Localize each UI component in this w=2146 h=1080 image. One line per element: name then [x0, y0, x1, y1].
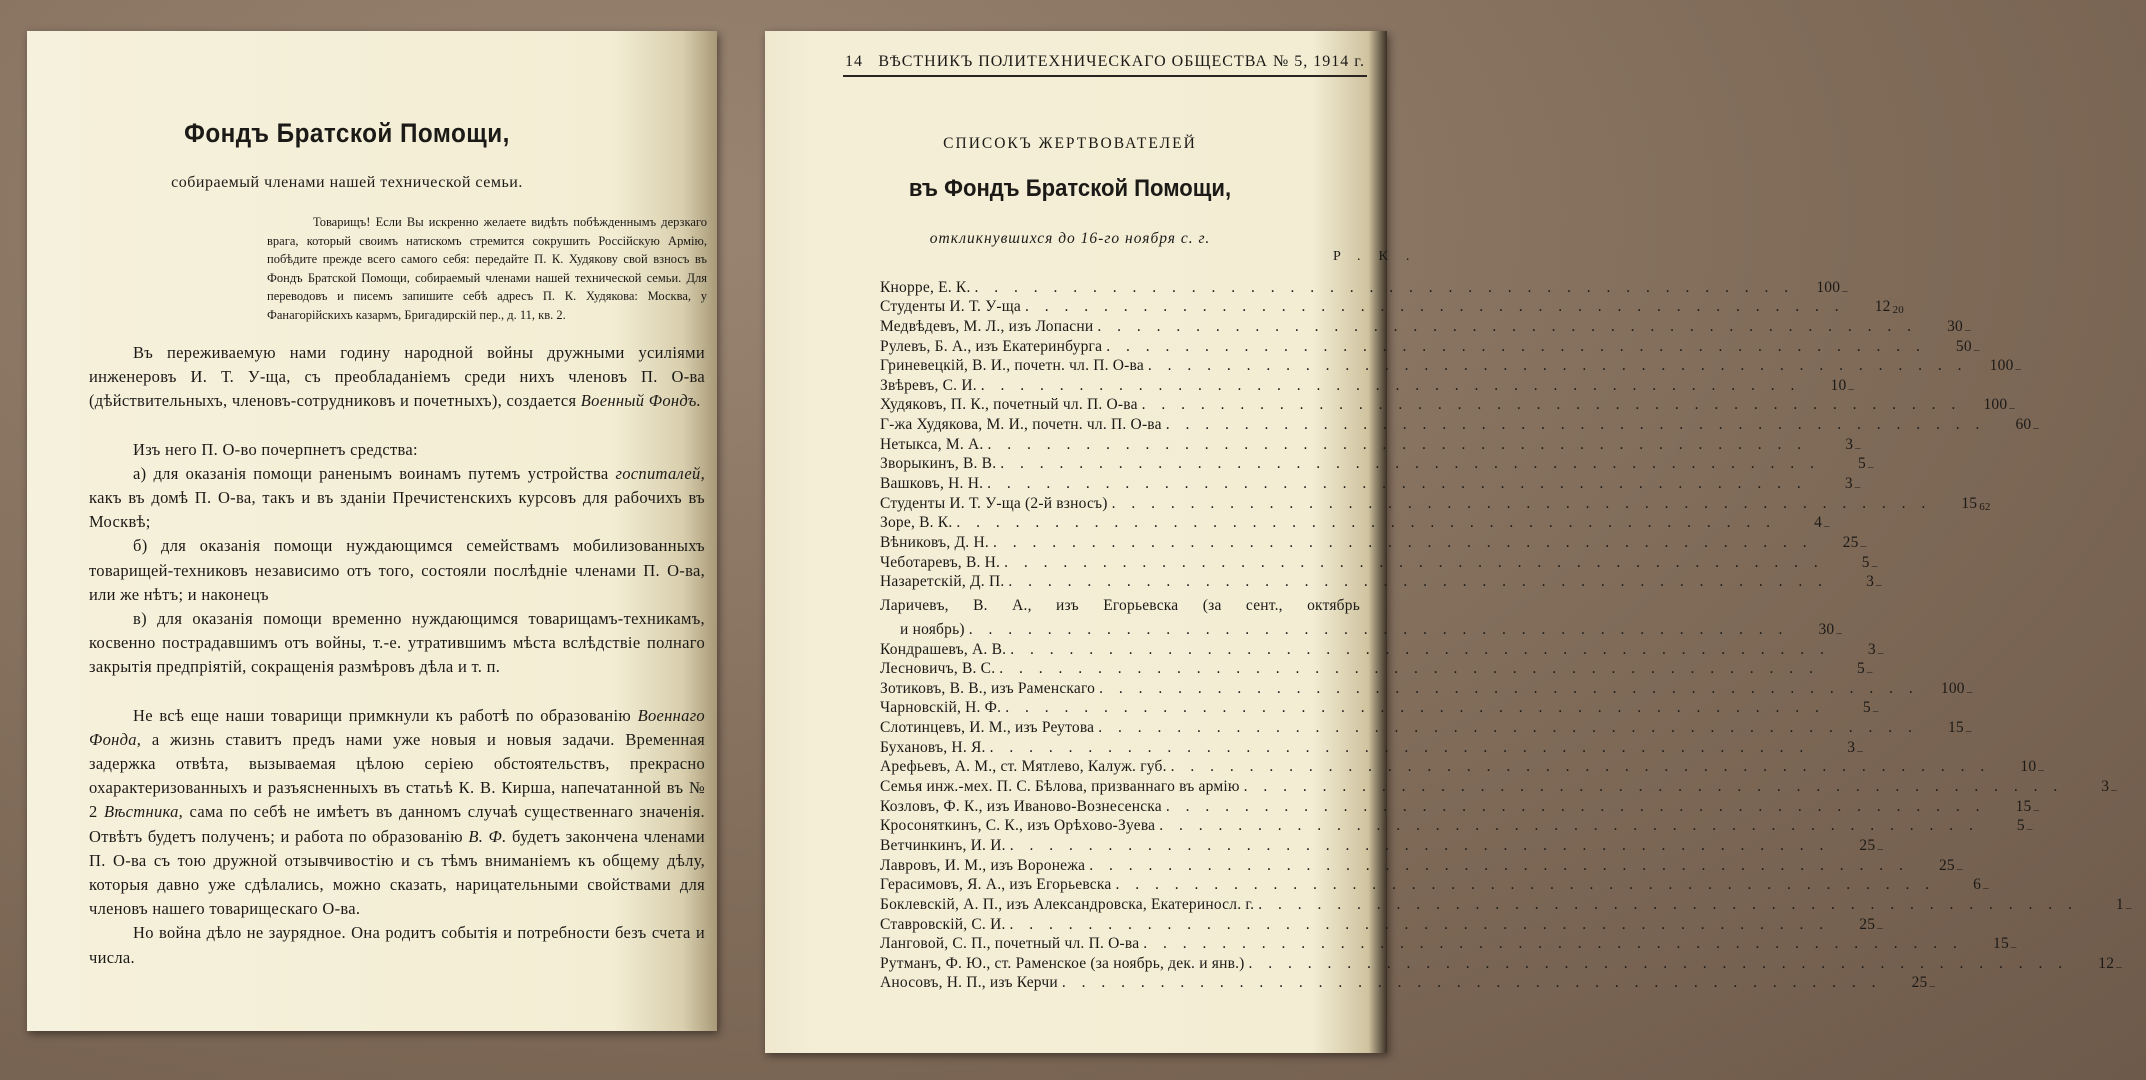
donor-kopecks: –	[2116, 960, 2122, 973]
paragraph-1-text: Въ переживаемую нами годину народной войны дружными усиліями инженеровъ И. Т. У-ща, съ преобладаніемъ среди нихъ членовъ П. О-ва (дѣйствительныхъ, членовъ-сотрудниковъ и почетныхъ), создается	[89, 343, 705, 411]
donor-rubles: 60	[2015, 416, 2032, 434]
leader-dots: . . . . . . . . . . . . . . . . . . . . . . . . . . . . . . . . . . . . . . . . . .	[1170, 758, 1991, 776]
donor-rubles: 25	[1911, 974, 1928, 992]
leader-dots: . . . . . . . . . . . . . . . . . . . . . . . . . . . . . . . . . . . . . . . . . .	[1009, 836, 1830, 854]
donor-row	[880, 395, 2015, 415]
donor-rubles: 100	[1940, 679, 1965, 697]
donor-row	[880, 757, 2044, 777]
paragraph-7: Но война дѣло не заурядное. Она родитъ событія и потребности безъ счета и числа.	[89, 923, 705, 967]
donor-rubles: 15	[1993, 935, 2009, 953]
leader-dots: . . . . . . . . . . . . . . . . . . . . . . . . . . . . . . . . . . . . . . . . . .	[1165, 797, 1986, 815]
donor-kopecks: –	[2125, 901, 2132, 914]
donor-name: Нетыкса, М. А.	[880, 435, 984, 453]
paragraph-6-text-a: Не всѣ еще наши товарищи примкнули къ работѣ по образованію	[133, 705, 632, 725]
leader-dots: . . . . . . . . . . . . . . . . . . . . . . . . . . . . . . . . . . . . . . . . . .	[1147, 357, 1968, 375]
appeal-text: Товарищъ! Если Вы искренно желаете видѣть побѣжденнымъ дерзкаго врага, который своимъ натискомъ стремится сокрушить Россійскую Армію, побѣдите прежде всего самого себя: передайте П. К. Худякову свой взносъ въ Фондъ Братской Помощи, собираемый членами нашей технической семьи. Для переводовъ и писемъ запишите себѣ адресъ П. К. Худякова: Москва, у Фанагорійскихъ казармъ, Бригадирскій пер., д. 11, кв. 2.	[267, 215, 707, 322]
donor-row	[880, 336, 1980, 356]
donor-name: Студенты И. Т. У-ща	[880, 298, 1021, 316]
donor-row	[880, 454, 1874, 474]
donor-name: Ветчинкинъ, И. И.	[880, 836, 1006, 854]
donor-row	[880, 552, 1878, 572]
donor-kopecks: –	[1929, 980, 1936, 993]
donor-list-subtitle: откликнувшихся до 16-го ноября с. г.	[929, 230, 1211, 247]
donor-kopecks: –	[1973, 343, 1980, 356]
donor-name-line-1: Ларичевъ, В. А., изъ Егорьевска (за сент., октябрь	[880, 597, 1360, 615]
donor-kopecks: –	[1877, 842, 1884, 855]
leader-dots: . . . . . . . . . . . . . . . . . . . . . . . . . . . . . . . . . . . . . . . . . .	[1097, 317, 1917, 335]
paragraph-1-italic: Военный Фондъ.	[580, 391, 702, 411]
donor-row	[880, 816, 2033, 836]
donor-name: Рутманъ, Ф. Ю., ст. Раменское (за ноябрь, дек. и янв.)	[880, 954, 1245, 972]
donor-rubles: 30	[1818, 620, 1835, 638]
journal-title: ВѢСТНИКЪ ПОЛИТЕХНИЧЕСКАГО ОБЩЕСТВА № 5, 1914 г.	[878, 53, 1365, 70]
donor-row	[880, 532, 1867, 552]
leader-dots: . . . . . . . . . . . . . . . . . . . . . . . . . . . . . . . . . . . . . . . . . .	[1004, 553, 1824, 571]
paragraph-6-text-c: сама по себѣ не имѣетъ въ данномъ случаѣ существеннаго значенія. Отвѣтъ будетъ полученъ; и работа по образованію	[89, 802, 705, 846]
paragraph-4: б) для оказанія помощи нуждающимся семействамъ мобилизованныхъ товарищей-техниковъ независимо отъ того, состояли послѣдніе членами П. О-ва, или же нѣтъ; и наконецъ	[89, 536, 705, 604]
donor-kopecks: –	[1877, 921, 1883, 934]
donor-rubles: 3	[1866, 573, 1875, 591]
donor-name: Боклевскій, А. П., изъ Александровска, Екатериносл. г.	[880, 895, 1255, 913]
leader-dots: . . . . . . . . . . . . . . . . . . . . . . . . . . . . . . . . . . . . . . . . . .	[1159, 817, 1979, 835]
donor-row	[880, 639, 1884, 659]
paragraph-6-italic-a: Военнаго Фонда,	[89, 705, 705, 749]
donor-name: Медвѣдевъ, М. Л., изъ Лопасни	[880, 317, 1094, 335]
donor-kopecks: –	[2033, 803, 2040, 816]
paragraph-3-italic: госпиталей,	[615, 463, 705, 483]
donor-name: Гриневецкій, В. И., почетн. чл. П. О-ва	[880, 357, 1144, 375]
donor-row	[880, 678, 1973, 698]
donor-kopecks: –	[1966, 685, 1973, 698]
leader-dots: . . . . . . . . . . . . . . . . . . . . . . . . . . . . . . . . . . . . . . . . . .	[1143, 935, 1963, 953]
donor-name: Герасимовъ, Я. А., изъ Егорьевска	[880, 876, 1112, 894]
donor-kopecks: –	[1824, 520, 1830, 533]
donor-rubles: 3	[1845, 435, 1854, 453]
donor-name: Г-жа Худякова, М. И., почетн. чл. П. О-ва	[880, 416, 1162, 434]
donor-name: Звѣревъ, С. И.	[880, 376, 977, 394]
paragraph-6-italic-c: В. Ф.	[468, 826, 507, 846]
leader-dots: . . . . . . . . . . . . . . . . . . . . . . . . . . . . . . . . . . . . . . . . . .	[1248, 954, 2069, 972]
donor-name: Ставровскій, С. И.	[880, 915, 1006, 933]
paragraph-5: в) для оказанія помощи временно нуждающимся товарищамъ-техникамъ, косвенно пострадавшимъ отъ войны, т.-е. утратившимъ мѣста вслѣдствіе полнаго закрытія предпріятій, сокращенія размѣровъ дѣла и т. п.	[89, 609, 705, 677]
donor-row	[880, 356, 2022, 376]
donor-kopecks: –	[2009, 402, 2015, 415]
donor-kopecks: –	[2033, 422, 2040, 435]
donor-rubles: 1	[2115, 895, 2124, 913]
donor-kopecks: –	[1867, 461, 1874, 474]
donor-rubles: 5	[2016, 817, 2025, 835]
donor-row	[880, 493, 1991, 513]
donor-rubles: 12	[1874, 298, 1891, 316]
header-rule	[843, 75, 1367, 77]
donor-rubles: 100	[1989, 357, 2014, 375]
donor-kopecks: –	[2111, 784, 2117, 797]
donor-name: Кондрашевъ, А. В.	[880, 640, 1007, 658]
leader-dots: . . . . . . . . . . . . . . . . . . . . . . . . . . . . . . . . . . . . . . . . . .	[980, 376, 1801, 394]
donor-rubles: 25	[1859, 836, 1876, 854]
leader-dots: . . . . . . . . . . . . . . . . . . . . . . . . . . . . . . . . . . . . . . . . . .	[974, 278, 1795, 296]
fund-title: Фондъ Братской Помощи,	[184, 118, 510, 148]
donor-name: Рулевъ, Б. А., изъ Екатеринбурга	[880, 337, 1103, 355]
donor-rubles: 10	[2020, 758, 2037, 776]
leader-dots: . . . . . . . . . . . . . . . . . . . . . . . . . . . . . . . . . . . . . . . . . .	[1024, 298, 1845, 316]
leader-dots: . . . . . . . . . . . . . . . . . . . . . . . . . . . . . . . . . . . . . . . . . .	[1089, 856, 1909, 874]
donor-name: Чеботаревъ, В. Н.	[880, 553, 1001, 571]
donor-row	[880, 875, 1989, 895]
donor-name: Назаретскій, Д. П.	[880, 573, 1005, 591]
donor-kopecks: –	[2015, 363, 2022, 376]
currency-column-header	[1333, 249, 1427, 265]
donor-kopecks: –	[1855, 441, 1861, 454]
donor-name: Зворыкинъ, В. В.	[880, 455, 997, 473]
donor-rubles: 3	[1844, 475, 1853, 493]
article-body	[89, 341, 705, 970]
fund-subtitle: собираемый членами нашей технической семьи.	[171, 174, 523, 191]
donor-row	[880, 375, 1855, 395]
leader-dots: . . . . . . . . . . . . . . . . . . . . . . . . . . . . . . . . . . . . . . . . . .	[1099, 679, 1919, 697]
donor-row	[880, 953, 2122, 973]
donor-fund-title: въ Фондъ Братской Помощи,	[908, 175, 1232, 202]
donor-row	[880, 914, 1883, 934]
right-page	[765, 31, 2132, 1053]
donor-kopecks: –	[1871, 559, 1878, 572]
paragraph-6-text-b: а жизнь ставитъ предъ нами уже новыя и новыя задачи. Временная задержка отвѣта, вызываемая цѣлою серіею обстоятельствъ, прекрасно охарактеризованныхъ и разъясненныхъ въ статьѣ К. В. Кирша, напечатанной въ № 2	[89, 729, 705, 822]
donor-row	[880, 934, 2017, 954]
leader-dots: . . . . . . . . . . . . . . . . . . . . . . . . . . . . . . . . . . . . . . . . . .	[1005, 699, 1825, 717]
donor-kopecks: –	[2038, 764, 2044, 777]
leader-dots: . . . . . . . . . . . . . . . . . . . . . . . . . . . . . . . . . . . . . . . . . .	[1106, 337, 1926, 355]
donor-rubles: 25	[1938, 856, 1955, 874]
paragraph-6-text-d: будетъ закончена членами П. О-ва съ тою дружной отзывчивостію и съ тѣмъ вниманіемъ къ общему дѣлу, которыя давно уже сдѣлались, можно сказать, нарицательными свойствами для членовъ нашего товарищескаго О-ва.	[89, 826, 706, 919]
donor-name: Зотиковъ, В. В., изъ Раменскаго	[880, 679, 1096, 697]
donor-name: Кросоняткинъ, С. К., изъ Орѣхово-Зуева	[880, 817, 1156, 835]
donor-rubles: 4	[1814, 514, 1823, 532]
donor-rubles: 5	[1862, 699, 1871, 717]
donor-name: Студенты И. Т. У-ща (2-й взносъ)	[880, 494, 1108, 512]
paragraph-6	[89, 704, 705, 922]
donor-rubles: 5	[1856, 660, 1865, 678]
donor-rubles: 25	[1859, 915, 1876, 933]
leader-dots: . . . . . . . . . . . . . . . . . . . . . . . . . . . . . . . . . . . . . . . . . .	[1061, 974, 1882, 992]
leader-dots: . . . . . . . . . . . . . . . . . . . . . . . . . . . . . . . . . . . . . . . . . .	[956, 514, 1777, 532]
donor-kopecks: –	[2026, 823, 2033, 836]
donor-name: Худяковъ, П. К., почетный чл. П. О-ва	[880, 396, 1138, 414]
donor-row	[880, 277, 1848, 297]
donor-line-2	[880, 617, 1843, 639]
paragraph-2: Изъ него П. О-во почерпнетъ средства:	[133, 439, 418, 459]
donor-rubles: 3	[1847, 738, 1856, 756]
donor-rubles: 15	[2015, 797, 2032, 815]
leader-dots: . . . . . . . . . . . . . . . . . . . . . . . . . . . . . . . . . . . . . . . . . .	[1258, 895, 2078, 913]
donor-kopecks: –	[1983, 882, 1989, 895]
donor-row	[880, 659, 1873, 679]
donor-kopecks: –	[1857, 744, 1863, 757]
donor-row	[880, 572, 1882, 592]
donor-name: Козловъ, Ф. К., изъ Иваново-Вознесенска	[880, 797, 1162, 815]
leader-dots: . . . . . . . . . . . . . . . . . . . . . . . . . . . . . . . . . . . . . . . . . .	[1141, 396, 1962, 414]
donor-row	[880, 835, 1884, 855]
donor-row	[880, 776, 2117, 797]
donor-kopecks: –	[1965, 725, 1972, 738]
rubles-column-label: Р.	[1333, 249, 1379, 264]
donor-rubles: 25	[1842, 533, 1859, 551]
donor-row	[880, 855, 1963, 875]
donor-kopecks: –	[1860, 539, 1867, 552]
donor-kopecks: –	[1854, 481, 1861, 494]
kopecks-column-label: К.	[1378, 249, 1428, 264]
donor-rubles: 15	[1961, 494, 1978, 512]
donor-row	[880, 414, 2040, 435]
donor-name-line-2: и ноябрь)	[900, 620, 965, 638]
donor-row	[880, 513, 1830, 533]
donor-kopecks: –	[1877, 646, 1884, 659]
donor-name: Арефьевъ, А. М., ст. Мятлево, Калуж. губ.	[880, 758, 1167, 776]
donor-rubles: 100	[1816, 278, 1841, 296]
donor-rubles: 30	[1947, 317, 1963, 335]
donor-name: Чарновскій, Н. Ф.	[880, 699, 1002, 717]
donor-name: Семья инж.-мех. П. С. Бѣлова, призваннаго въ армію	[880, 778, 1240, 796]
donor-name: Вашковъ, Н. Н.	[880, 475, 984, 493]
appeal-paragraph	[267, 213, 707, 324]
donor-kopecks: –	[1842, 284, 1848, 297]
leader-dots: . . . . . . . . . . . . . . . . . . . . . . . . . . . . . . . . . . . . . . . . . .	[1009, 915, 1830, 933]
donor-kopecks: –	[2010, 941, 2017, 954]
donor-name: Зоре, В. К.	[880, 514, 953, 532]
donor-row	[880, 973, 1936, 993]
leader-dots: . . . . . . . . . . . . . . . . . . . . . . . . . . . . . . . . . . . . . . . . . .	[987, 475, 1807, 493]
leader-dots: . . . . . . . . . . . . . . . . . . . . . . . . . . . . . . . . . . . . . . . . . .	[987, 435, 1808, 453]
donor-rubles: 12	[2098, 954, 2115, 972]
paragraph-1	[89, 341, 705, 414]
paragraph-6-italic-b: Вѣстника,	[103, 802, 184, 822]
leader-dots: . . . . . . . . . . . . . . . . . . . . . . . . . . . . . . . . . . . . . . . . . .	[1111, 494, 1932, 512]
donor-row	[880, 473, 1861, 494]
leader-dots: . . . . . . . . . . . . . . . . . . . . . . . . . . . . . . . . . . . . . . . . . .	[992, 533, 1813, 551]
donor-kopecks: 62	[1979, 500, 1991, 513]
donor-rubles: 3	[1867, 640, 1876, 658]
donor-rubles: 10	[1830, 376, 1847, 394]
leader-dots: . . . . . . . . . . . . . . . . . . . . . . . . . . . . . . . . . . . . . . . . . .	[989, 738, 1810, 756]
donor-list	[880, 277, 2132, 993]
donor-name: Слотинцевъ, И. М., изъ Реутова	[880, 719, 1095, 737]
donor-kopecks: –	[1965, 323, 1971, 336]
running-header	[845, 53, 1365, 71]
donor-row	[880, 698, 1879, 718]
left-page	[27, 31, 717, 1031]
leader-dots: . . . . . . . . . . . . . . . . . . . . . . . . . . . . . . . . . . . . . . . . . .	[1165, 416, 1986, 434]
leader-dots: . . . . . . . . . . . . . . . . . . . . . . . . . . . . . . . . . . . . . . . . . .	[1000, 455, 1820, 473]
donor-rubles: 15	[1947, 719, 1964, 737]
donor-list-title: СПИСОКЪ ЖЕРТВОВАТЕЛЕЙ	[943, 135, 1197, 152]
donor-kopecks: –	[1872, 705, 1879, 718]
donor-name: Вѣниковъ, Д. Н.	[880, 533, 989, 551]
donor-name: Кнорре, Е. К.	[880, 278, 971, 296]
donor-name: Аносовъ, Н. П., изъ Керчи	[880, 974, 1058, 992]
leader-dots: . . . . . . . . . . . . . . . . . . . . . . . . . . . . . . . . . . . . . . . . . .	[999, 660, 1819, 678]
donor-row	[880, 434, 1861, 454]
donor-kopecks: –	[1836, 626, 1843, 639]
leader-dots: . . . . . . . . . . . . . . . . . . . . . . . . . . . . . . . . . . . . . . . . . .	[968, 620, 1789, 638]
donor-rubles: 3	[2101, 778, 2110, 796]
donor-rubles: 6	[1973, 876, 1982, 894]
paragraph-3-text-b: какъ въ домѣ П. О-ва, такъ и въ зданіи Пречистенскихъ курсовъ для рабочихъ въ Москвѣ;	[89, 488, 705, 532]
donor-name: Лавровъ, И. М., изъ Воронежа	[880, 856, 1086, 874]
leader-dots: . . . . . . . . . . . . . . . . . . . . . . . . . . . . . . . . . . . . . . . . . .	[1010, 640, 1830, 658]
donor-row	[880, 316, 1971, 336]
donor-row	[880, 894, 2132, 914]
leader-dots: . . . . . . . . . . . . . . . . . . . . . . . . . . . . . . . . . . . . . . . . . .	[1115, 876, 1936, 894]
donor-row	[880, 717, 1972, 738]
donor-row	[880, 796, 2040, 816]
leader-dots: . . . . . . . . . . . . . . . . . . . . . . . . . . . . . . . . . . . . . . . . . .	[1098, 719, 1918, 737]
donor-row	[880, 297, 1904, 317]
donor-kopecks: 20	[1892, 304, 1904, 317]
donor-name: Бухановъ, Н. Я.	[880, 738, 986, 756]
donor-name: Ланговой, С. П., почетный чл. П. О-ва	[880, 935, 1140, 953]
donor-kopecks: –	[1866, 666, 1873, 679]
donor-row	[880, 737, 1863, 757]
page-number: 14	[845, 53, 863, 70]
leader-dots: . . . . . . . . . . . . . . . . . . . . . . . . . . . . . . . . . . . . . . . . . .	[1008, 573, 1829, 591]
donor-rubles: 5	[1857, 455, 1866, 473]
donor-row-multiline	[880, 597, 1843, 639]
donor-kopecks: –	[1876, 579, 1882, 592]
donor-kopecks: –	[1956, 862, 1963, 875]
donor-rubles: 5	[1861, 553, 1870, 571]
donor-rubles: 100	[1983, 396, 2008, 414]
donor-kopecks: –	[1848, 382, 1855, 395]
paragraph-3	[89, 462, 705, 535]
donor-name: Лесновичъ, В. С.	[880, 660, 996, 678]
paragraph-3-text-a: а) для оказанія помощи раненымъ воинамъ путемъ устройства	[133, 463, 609, 483]
leader-dots: . . . . . . . . . . . . . . . . . . . . . . . . . . . . . . . . . . . . . . . . . .	[1243, 778, 2064, 796]
donor-rubles: 50	[1955, 337, 1972, 355]
